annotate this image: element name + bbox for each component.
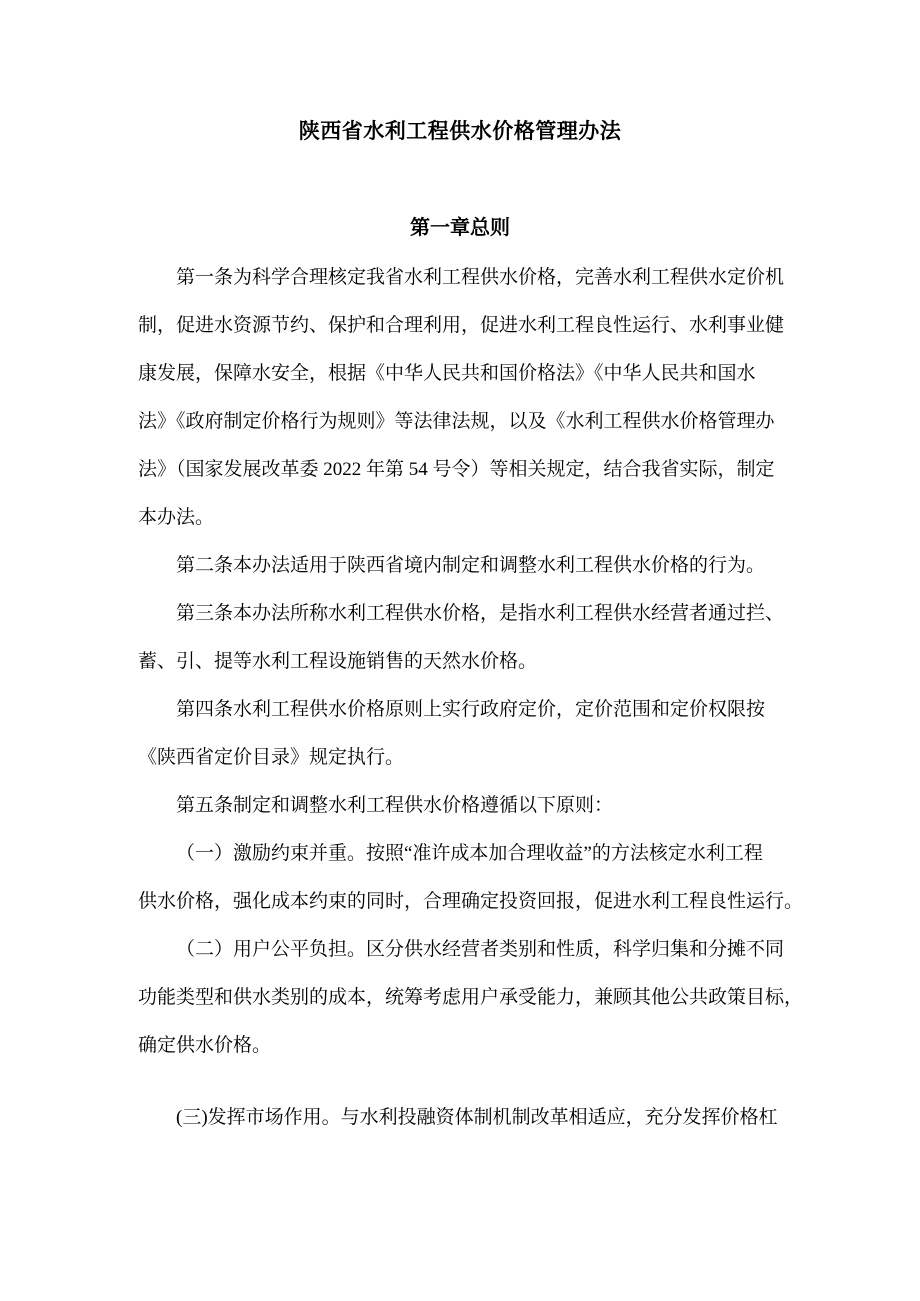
paragraph-article-4 (138, 686, 770, 782)
text-line: 第三条本办法所称水利工程供水价格，是指水利工程供水经营者通过拦、 (176, 603, 785, 624)
text-line: 确定供水价格。 (138, 1035, 272, 1056)
paragraph-article-1 (138, 254, 785, 542)
paragraph-article-3 (138, 590, 785, 686)
paragraph-article-5 (138, 782, 770, 830)
text-line: 第一条为科学合理核定我省水利工程供水价格，完善水利工程供水定价机 (176, 267, 785, 288)
text-line: 第五条制定和调整水利工程供水价格遵循以下原则： (176, 795, 614, 816)
paragraph-principle-2 (138, 926, 804, 1070)
paragraph-principle-3 (138, 1094, 778, 1142)
text-line: 制，促进水资源节约、保护和合理利用，促进水利工程良性运行、水利事业健 (138, 315, 785, 336)
text-line: 蓄、引、提等水利工程设施销售的天然水价格。 (138, 651, 538, 672)
chapter-heading: 第一章总则 (410, 217, 510, 239)
paragraph-article-2 (138, 542, 770, 590)
paragraph-principle-1 (138, 830, 804, 926)
text-line: (三)发挥市场作用。与水利投融资体制机制改革相适应，充分发挥价格杠 (176, 1107, 778, 1128)
doc-title: 陕西省水利工程供水价格管理办法 (298, 119, 622, 143)
document-body (138, 254, 804, 1142)
text-line: 法》（国家发展改革委 2022 年第 54 号令）等相关规定，结合我省实际，制定 (138, 459, 775, 480)
text-line: 第四条水利工程供水价格原则上实行政府定价，定价范围和定价权限按 (176, 699, 766, 720)
text-line: 法》《政府制定价格行为规则》等法律法规，以及《水利工程供水价格管理办 (138, 411, 775, 432)
text-line: 康发展，保障水安全，根据《中华人民共和国价格法》《中华人民共和国水 (138, 363, 756, 384)
text-line: 供水价格，强化成本约束的同时，合理确定投资回报，促进水利工程良性运行。 (138, 891, 804, 912)
text-line: （一）激励约束并重。按照“准许成本加合理收益”的方法核定水利工程 (176, 843, 763, 864)
text-line: 《陕西省定价目录》规定执行。 (138, 747, 405, 768)
text-line: 第二条本办法适用于陕西省境内制定和调整水利工程供水价格的行为。 (176, 555, 766, 576)
text-line: 本办法。 (138, 507, 215, 528)
text-line: 功能类型和供水类别的成本，统筹考虑用户承受能力，兼顾其他公共政策目标， (138, 987, 804, 1008)
text-line: （二）用户公平负担。区分供水经营者类别和性质，科学归集和分摊不同 (176, 939, 785, 960)
